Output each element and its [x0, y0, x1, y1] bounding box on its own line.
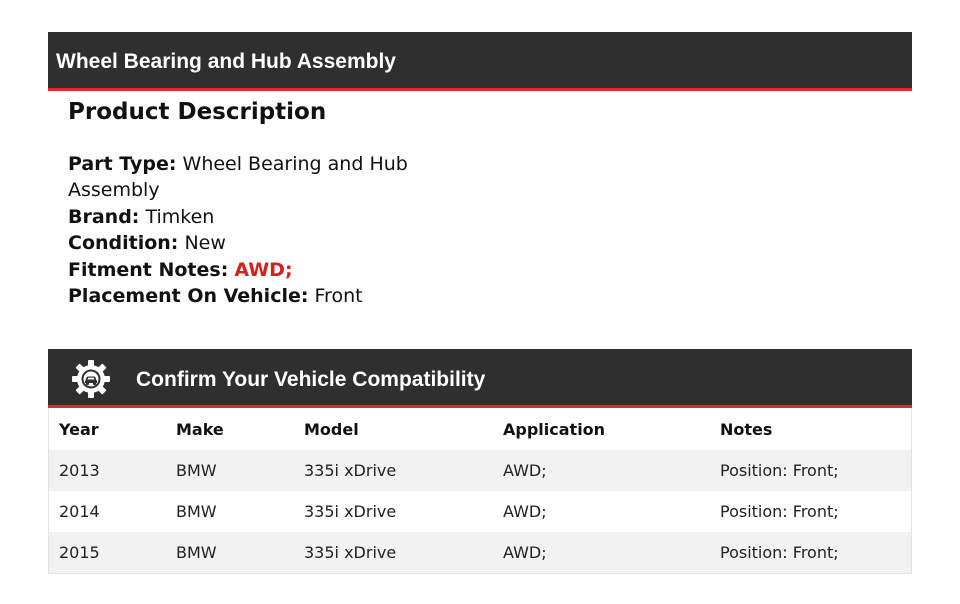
attr-placement [68, 283, 408, 309]
cell-application: AWD; [493, 532, 710, 573]
compatibility-table [48, 408, 912, 574]
attr-value: New [184, 232, 226, 255]
attr-label: Condition: [68, 232, 179, 255]
attr-part-type [68, 151, 408, 204]
table-row [49, 450, 911, 491]
cell-make: BMW [166, 491, 294, 532]
cell-notes: Position: Front; [710, 450, 911, 491]
compatibility-title: Confirm Your Vehicle Compatibility [136, 368, 486, 391]
table-header-row [49, 408, 911, 450]
attr-fitment-notes [68, 257, 408, 283]
product-description-heading: Product Description [68, 99, 327, 125]
product-description [68, 96, 408, 309]
cell-year: 2014 [49, 491, 166, 532]
cell-year: 2013 [49, 450, 166, 491]
cell-make: BMW [166, 450, 294, 491]
product-title-bar [48, 32, 912, 91]
column-header-notes: Notes [720, 419, 773, 439]
attr-value: Front [314, 285, 363, 308]
attr-label: Part Type: [68, 153, 177, 175]
column-header-year: Year [59, 419, 99, 439]
attr-value-fitment: AWD; [234, 258, 293, 281]
cell-notes: Position: Front; [710, 491, 911, 532]
cell-make: BMW [166, 532, 294, 573]
column-header-application: Application [503, 419, 606, 439]
column-header-make: Make [176, 419, 224, 439]
attr-value: Timken [145, 205, 215, 228]
cell-model: 335i xDrive [294, 450, 493, 491]
table-row [49, 491, 911, 532]
gear-car-icon [70, 358, 112, 400]
attr-value: Wheel Bearing and Hub Assembly [68, 153, 408, 202]
attr-label: Fitment Notes: [68, 258, 229, 281]
product-title: Wheel Bearing and Hub Assembly [56, 50, 396, 73]
cell-application: AWD; [493, 491, 710, 532]
cell-model: 335i xDrive [294, 491, 493, 532]
cell-year: 2015 [49, 532, 166, 573]
product-attributes [68, 151, 408, 309]
table-row [49, 532, 911, 573]
cell-model: 335i xDrive [294, 532, 493, 573]
cell-application: AWD; [493, 450, 710, 491]
compatibility-title-bar [48, 349, 912, 408]
attr-label: Brand: [68, 205, 140, 228]
attr-label: Placement On Vehicle: [68, 285, 309, 308]
attr-condition [68, 230, 408, 256]
cell-notes: Position: Front; [710, 532, 911, 573]
column-header-model: Model [304, 419, 359, 439]
attr-brand [68, 204, 408, 230]
